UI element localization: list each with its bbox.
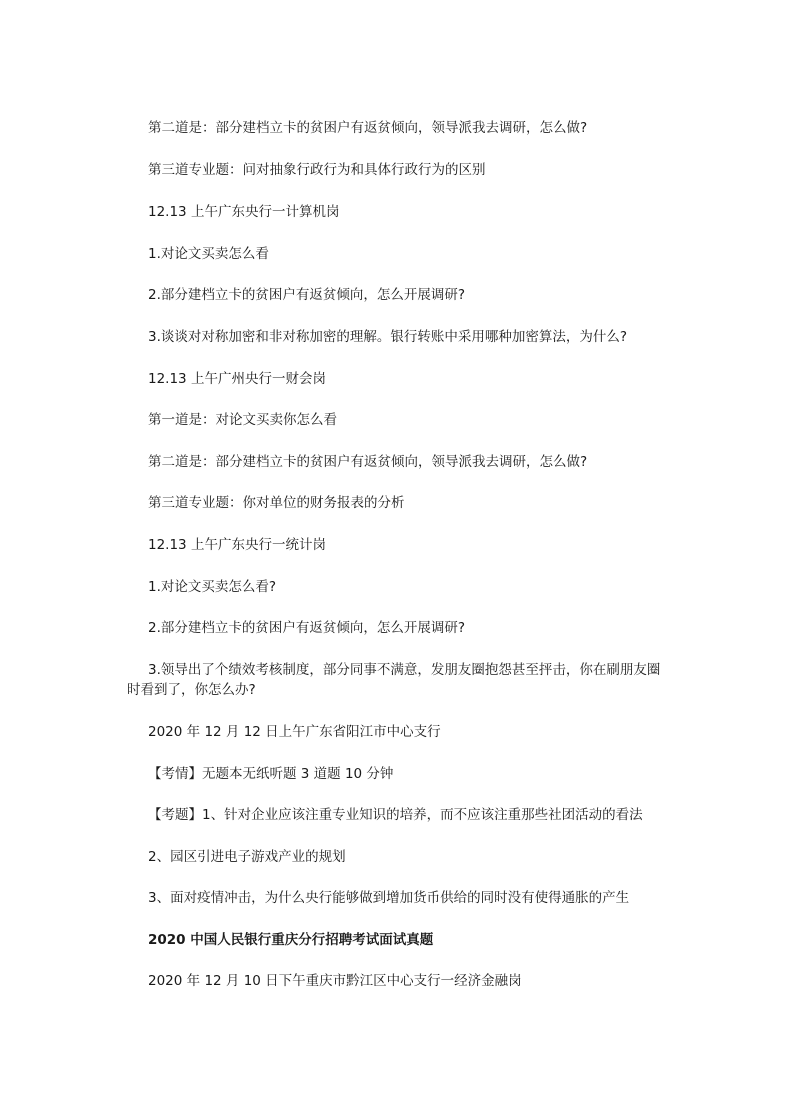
question-line: 【考题】1、针对企业应该注重专业知识的培养，而不应该注重那些社团活动的看法 [148, 807, 643, 823]
bold-heading: 2020 中国人民银行重庆分行招聘考试面试真题 [148, 932, 434, 948]
question-line: 第二道是：部分建档立卡的贫困户有返贫倾向，领导派我去调研，怎么做? [148, 454, 588, 470]
section-heading: 12.13 上午广东央行一统计岗 [148, 537, 326, 553]
question-line: 1.对论文买卖怎么看? [148, 579, 277, 595]
question-line: 2.部分建档立卡的贫困户有返贫倾向，怎么开展调研? [148, 287, 466, 303]
question-paragraph: 3.领导出了个绩效考核制度，部分同事不满意，发朋友圈抱怨甚至抨击，你在刷朋友圈时看到了，你怎么办? [127, 662, 661, 698]
question-line: 第三道专业题：你对单位的财务报表的分析 [148, 495, 405, 511]
question-line: 第一道是：对论文买卖你怎么看 [148, 412, 337, 428]
question-line: 2.部分建档立卡的贫困户有返贫倾向，怎么开展调研? [148, 620, 466, 636]
question-line: 3.谈谈对对称加密和非对称加密的理解。银行转账中采用哪种加密算法，为什么? [148, 329, 628, 345]
section-heading: 2020 年 12 月 10 日下午重庆市黔江区中心支行一经济金融岗 [148, 973, 522, 989]
exam-info: 【考情】无题本无纸听题 3 道题 10 分钟 [148, 766, 394, 782]
question-line: 第三道专业题：问对抽象行政行为和具体行政行为的区别 [148, 162, 486, 178]
section-heading: 2020 年 12 月 12 日上午广东省阳江市中心支行 [148, 724, 441, 740]
question-line: 3、面对疫情冲击，为什么央行能够做到增加货币供给的同时没有使得通胀的产生 [148, 890, 630, 906]
section-heading: 12.13 上午广东央行一计算机岗 [148, 204, 340, 220]
question-line: 2、园区引进电子游戏产业的规划 [148, 849, 346, 865]
section-heading: 12.13 上午广州央行一财会岗 [148, 371, 326, 387]
question-line: 第二道是：部分建档立卡的贫困户有返贫倾向，领导派我去调研，怎么做? [148, 120, 588, 136]
question-line: 1.对论文买卖怎么看 [148, 246, 269, 262]
